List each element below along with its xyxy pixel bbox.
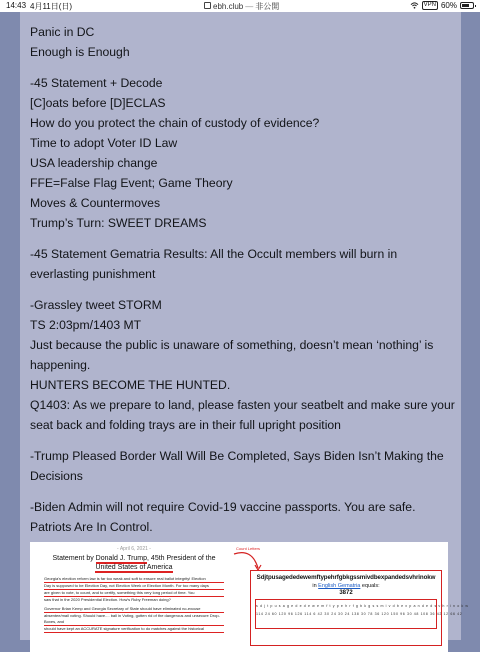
post-line: -45 Statement + Decode — [30, 76, 163, 90]
gematria-total: 3872 — [339, 590, 353, 596]
post-paragraph-1 — [30, 22, 455, 62]
post-card — [20, 12, 469, 640]
status-indicators — [410, 1, 474, 10]
article-line: Governor Brian Kemp and Georgia Secretary of State should have eliminated no-excuse — [44, 606, 224, 613]
article-title-prefix: Statement by — [52, 555, 94, 562]
post-paragraph-6 — [30, 497, 455, 537]
article-title-name: Donald J. Trump — [95, 555, 148, 562]
post-line: -Grassley tweet STORM — [30, 298, 162, 312]
battery-percent: 60% — [440, 1, 457, 10]
battery-icon — [460, 2, 474, 9]
post-line: Trump’s Turn: SWEET DREAMS — [30, 216, 207, 230]
post-line: How do you protect the chain of custody of evidence? — [30, 116, 320, 130]
post-body — [30, 12, 455, 548]
article-line: Georgia's election reform law is far too weak and soft to ensure real ballot integrity! Election — [44, 576, 224, 583]
in-prefix: in — [312, 583, 317, 589]
article-line: absentee/mail voting. Should have.... ball in Voting, gotten rid of the dangerous and unsecure Drop-Boxes, and — [44, 613, 224, 626]
article-body — [44, 576, 224, 633]
article-line: Day is supposed to be Election Day, not Election Week or Election Month. For too many days — [44, 583, 224, 590]
post-line: Moves & Countermoves — [30, 196, 161, 210]
wifi-icon — [410, 2, 419, 9]
article-line: are given to vote, to count, and to certify, something this very long period of time. You — [44, 590, 224, 597]
embedded-screenshot — [30, 542, 469, 652]
equals-label: equals: — [361, 583, 380, 589]
url-text: ebh.club — [213, 2, 244, 11]
letter-breakdown-table — [255, 599, 469, 629]
post-paragraph-4 — [30, 295, 455, 435]
post-paragraph-3 — [30, 244, 455, 284]
article-line: should have kept an ACCURATE signature verification to do matches against the historical — [44, 626, 224, 633]
privacy-label: 非公開 — [255, 2, 280, 11]
gematria-link[interactable]: English Gematria — [318, 583, 361, 589]
status-bar — [0, 0, 480, 12]
numbers-row: 114 24 60 120 96 126 114 6 42 30 24 30 24 138 30 78 36 120 150 96 30 48 108 36 42 12 66 42 — [256, 612, 463, 616]
post-line: Time to adopt Voter ID Law — [30, 136, 178, 150]
post-paragraph-2 — [30, 73, 455, 233]
vpn-badge: VPN — [423, 2, 436, 8]
letters-row: s d j t p u s a g e d e d e w e m f t y p e h r f g b k g s s m i v d b e x p a n d e d s v h r i n o k w — [256, 604, 469, 608]
post-line: Patriots Are In Control. — [30, 520, 153, 534]
address-bar[interactable] — [204, 1, 279, 12]
post-line: Panic in DC — [30, 25, 95, 39]
url-separator: — — [245, 2, 254, 11]
gematria-calculator-line — [255, 583, 437, 589]
count-letters-label: Count Letters — [236, 546, 261, 551]
post-line: USA leadership change — [30, 156, 158, 170]
article-line: saw that in the 2020 Presidential Election. How's Ruby Freeman doing? — [44, 597, 171, 602]
post-line: FFE=False Flag Event; Game Theory — [30, 176, 233, 190]
gematria-result-box — [250, 570, 469, 646]
article-title-mid: , 45th President of the — [147, 555, 216, 562]
post-line: Just because the public is unaware of something, doesn’t mean ‘nothing’ is happening. — [30, 338, 434, 372]
status-date: 4月11日(日) — [30, 2, 73, 11]
post-line: -Trump Pleased Border Wall Will Be Completed, Says Biden Isn’t Making the Decisions — [30, 449, 444, 483]
post-line: TS 2:03pm/1403 MT — [30, 318, 142, 332]
post-paragraph-5 — [30, 446, 455, 486]
gematria-phrase: Sdjtpusagededewemftypehrfgbkgssmivdbexpandedsvhrinokw — [256, 574, 436, 581]
post-line: Q1403: As we prepare to land, please fasten your seatbelt and make sure your seat back and folding trays are in their full upright position — [30, 398, 455, 432]
post-line: HUNTERS BECOME THE HUNTED. — [30, 378, 231, 392]
article-date: - April 6, 2021 - — [117, 546, 151, 552]
lock-icon — [204, 2, 211, 9]
article-title-country: United States of America — [95, 564, 173, 571]
post-line: Enough is Enough — [30, 45, 130, 59]
post-line: [C]oats before [D]ECLAS — [30, 96, 166, 110]
status-time: 14:43 — [6, 1, 27, 10]
post-line: -Biden Admin will not require Covid-19 vaccine passports. You are safe. — [30, 500, 416, 514]
article-title — [44, 554, 224, 572]
post-line: -45 Statement Gematria Results: All the Occult members will burn in everlasting punishment — [30, 247, 398, 281]
article-snippet — [44, 546, 224, 633]
